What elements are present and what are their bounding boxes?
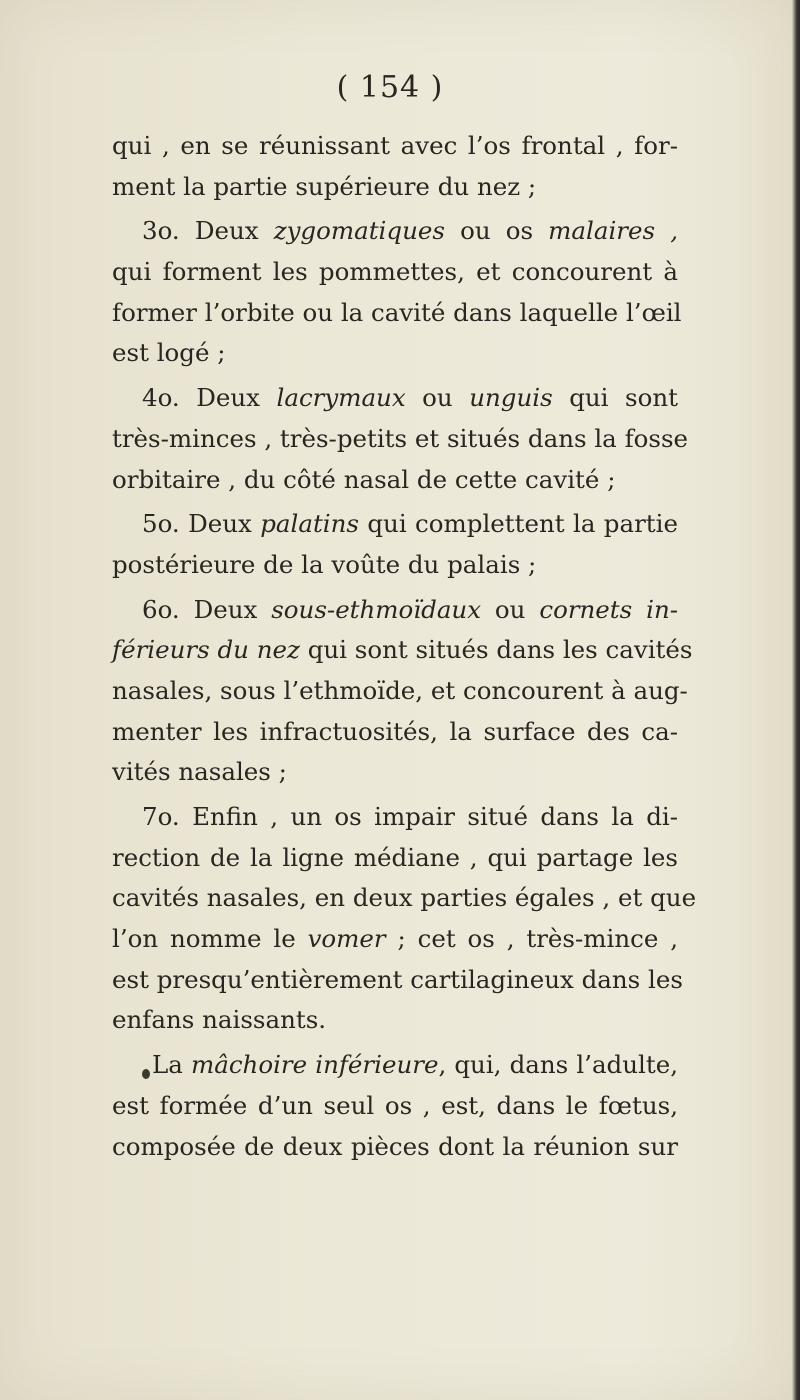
text-line: menter les infractuosités, la surface des ca- [112,716,678,746]
text-line: qui forment les pommettes, et concourent à [112,257,678,287]
text-line: 5o. Deux palatins qui complettent la partie [142,509,678,539]
text-line: férieurs du nez qui sont situés dans les cavités [112,635,693,665]
text-line: l’on nomme le vomer ; cet os , très-mince , [112,924,679,954]
text-line: 7o. Enfin , un os impair situé dans la di- [142,802,678,831]
text-line: 3o. Deux zygomatiques ou os malaires , [142,216,678,246]
text-line: vités nasales ; [112,757,287,787]
body-text [112,126,697,1167]
text-line: enfans naissants. [112,1005,327,1035]
text-line: composée de deux pièces dont la réunion sur [112,1131,678,1161]
text-line: nasales, sous l’ethmoïde, et concourent à aug- [112,675,688,705]
text-line: est presqu’entièrement cartilagineux dans les [112,964,683,994]
text-line: cavités nasales, en deux parties égales , et que [112,883,697,913]
page-number: ( 154 ) [336,70,444,105]
text-line: La mâchoire inférieure, qui, dans l’adulte, [112,1045,678,1086]
text-line: ment la partie supérieure du nez ; [112,171,537,201]
text-line: 4o. Deux lacrymaux ou unguis qui sont [142,383,678,413]
text-line: rection de la ligne médiane , qui partage les [112,842,678,872]
text-line: former l’orbite ou la cavité dans laquelle l’œil [112,297,682,327]
text-line: orbitaire , du côté nasal de cette cavité ; [112,464,616,494]
text-line: postérieure de la voûte du palais ; [112,549,537,579]
text-line: 6o. Deux sous-ethmoïdaux ou cornets in- [142,594,679,624]
text-line: est logé ; [112,338,226,368]
ink-blot-mark [142,1069,150,1079]
text-line: très-minces , très-petits et situés dans la fosse [112,423,689,453]
text-line: qui , en se réunissant avec l’os frontal , for- [112,131,678,160]
book-spine-edge [792,0,800,1400]
text-line: est formée d’un seul os , est, dans le fœtus, [112,1090,678,1120]
